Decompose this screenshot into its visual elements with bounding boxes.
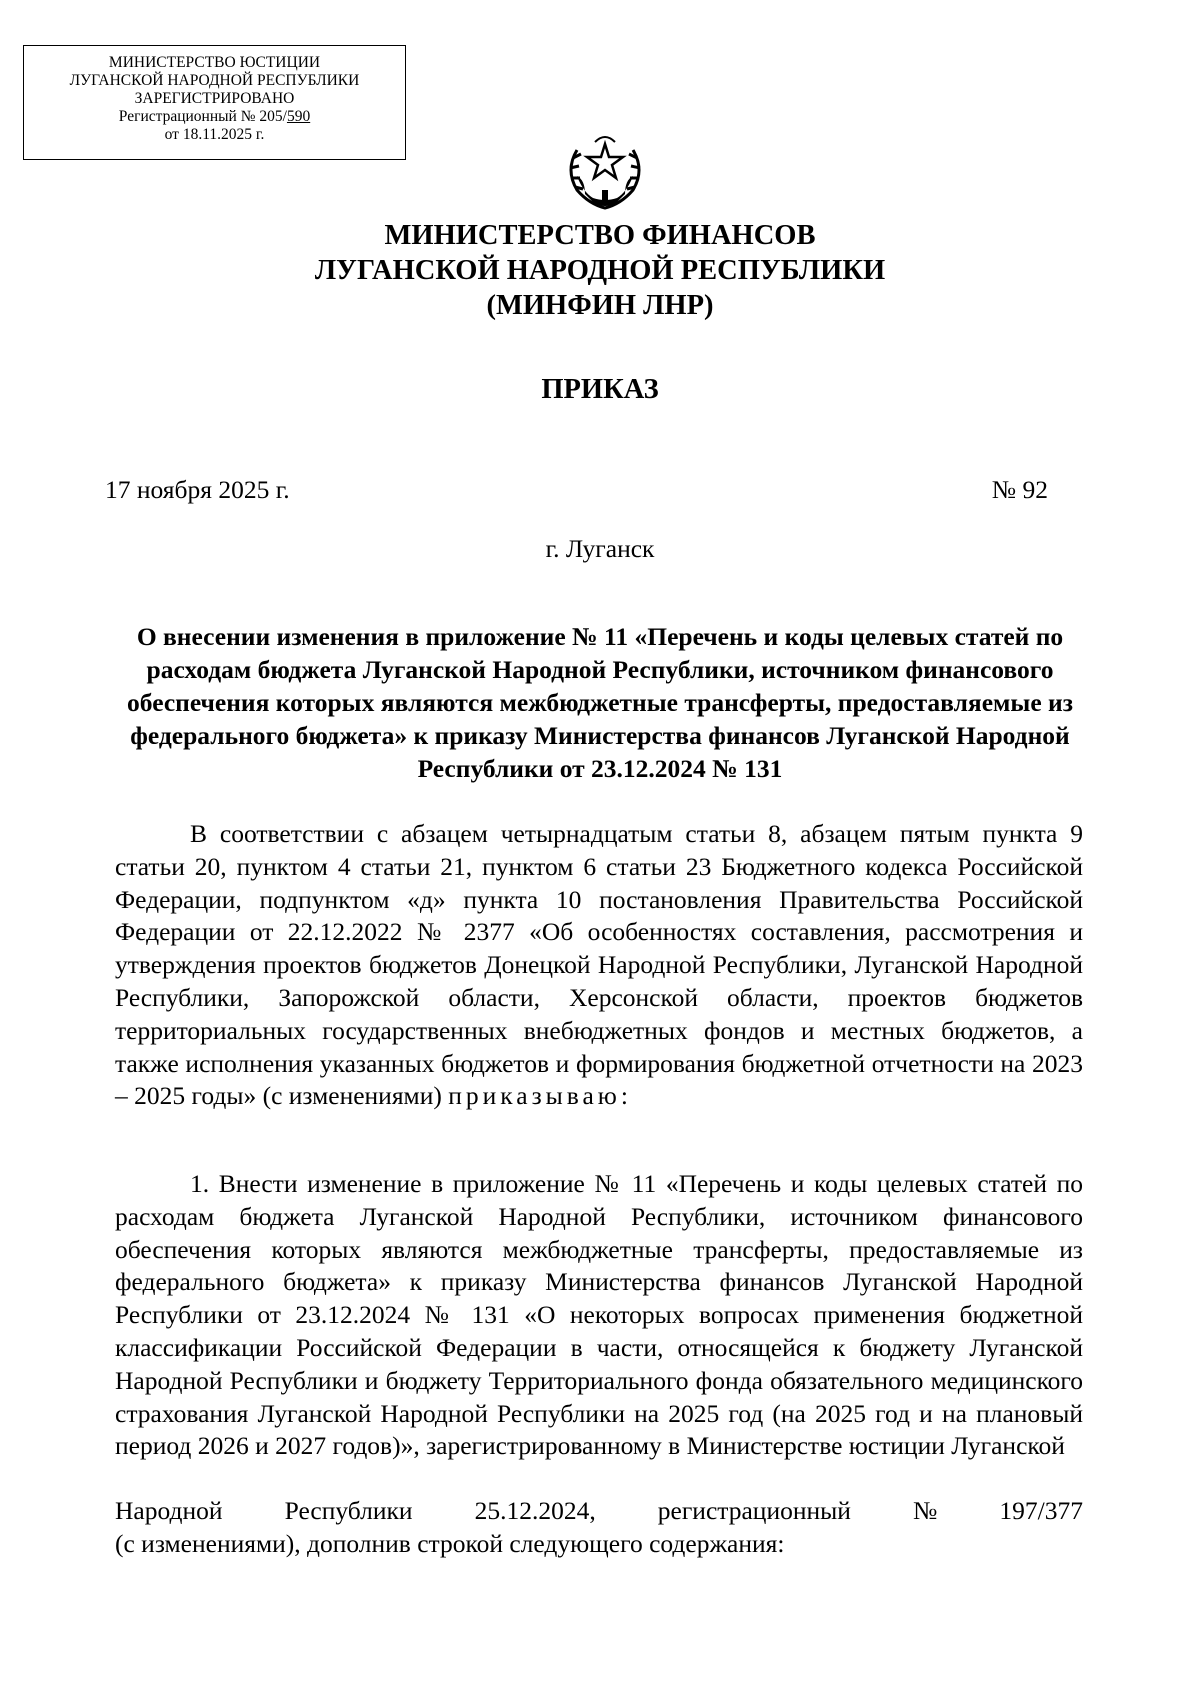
order-date: 17 ноября 2025 г. xyxy=(105,475,290,504)
stamp-line-republic: ЛУГАНСКОЙ НАРОДНОЙ РЕСПУБЛИКИ xyxy=(69,72,360,89)
item-1-justified-row: Народной Республики 25.12.2024, регистрационный № 197/377 xyxy=(115,1496,1083,1525)
preamble-paragraph xyxy=(115,818,1083,1113)
order-word: приказываю: xyxy=(448,1081,632,1111)
stamp-reg-number: Регистрационный № 205/590 xyxy=(118,108,311,125)
ministry-name-line1: МИНИСТЕРСТВО ФИНАНСОВ xyxy=(384,220,816,251)
registration-stamp xyxy=(23,45,406,160)
stamp-line-ministry: МИНИСТЕРСТВО ЮСТИЦИИ xyxy=(108,54,321,71)
preamble-text: В соответствии с абзацем четырнадцатым статьи 8, абзацем пятым пункта 9 статьи 20, пунктом 4 статьи 21, пунктом 6 статьи 23 Бюджетного кодекса Российской Федерации, подпунктом «д» пункта 10 постановления Правительства Российской Федерации от 22.12.2022 № 2377 «Об особенностях составления, рассмотрения и утверждения проектов бюджетов Донецкой Народной Республики, Луганской Народной Республики, Запорожской области, Херсонской области, проектов бюджетов территориальных государственных внебюджетных фондов и местных бюджетов, а также исполнения указанных бюджетов и формирования бюджетной отчетности на 2023 – 2025 годы» (с изменениями) xyxy=(115,819,1083,1111)
ministry-abbreviation: (МИНФИН ЛНР) xyxy=(486,290,714,321)
order-city: г. Луганск xyxy=(545,534,655,563)
item-1-paragraph xyxy=(115,1168,1083,1463)
stamp-line-registered: ЗАРЕГИСТРИРОВАНО xyxy=(134,90,295,107)
stamp-date: от 18.11.2025 г. xyxy=(164,126,265,143)
item-1-last-line: (с изменениями), дополнив строкой следующего содержания: xyxy=(115,1529,785,1558)
document-type: ПРИКАЗ xyxy=(541,374,659,405)
order-title: О внесении изменения в приложение № 11 «Перечень и коды целевых статей по расходам бюджета Луганской Народной Республики, источником финансового обеспечения которых являются межбюджетные трансферты, предоставляемые из федерального бюджета» к приказу Министерства финансов Луганской Народной Республики от 23.12.2024 № 131 xyxy=(127,622,1073,783)
item-1-text: 1. Внести изменение в приложение № 11 «Перечень и коды целевых статей по расходам бюджета Луганской Народной Республики, источником финансового обеспечения которых являются межбюджетные трансферты, предоставляемые из федерального бюджета» к приказу Министерства финансов Луганской Народной Республики от 23.12.2024 № 131 «О некоторых вопросах применения бюджетной классификации Российской Федерации в части, относящейся к бюджету Луганской Народной Республики и бюджету Территориального фонда обязательного медицинского страхования Луганской Народной Республики на 2025 год (на 2025 год и на плановый период 2026 и 2027 годов)», зарегистрированному в Министерстве юстиции Луганской xyxy=(115,1169,1083,1461)
coat-of-arms-emblem xyxy=(555,118,655,218)
order-number: № 92 xyxy=(991,475,1048,504)
ministry-name-line2: ЛУГАНСКОЙ НАРОДНОЙ РЕСПУБЛИКИ xyxy=(314,255,886,286)
